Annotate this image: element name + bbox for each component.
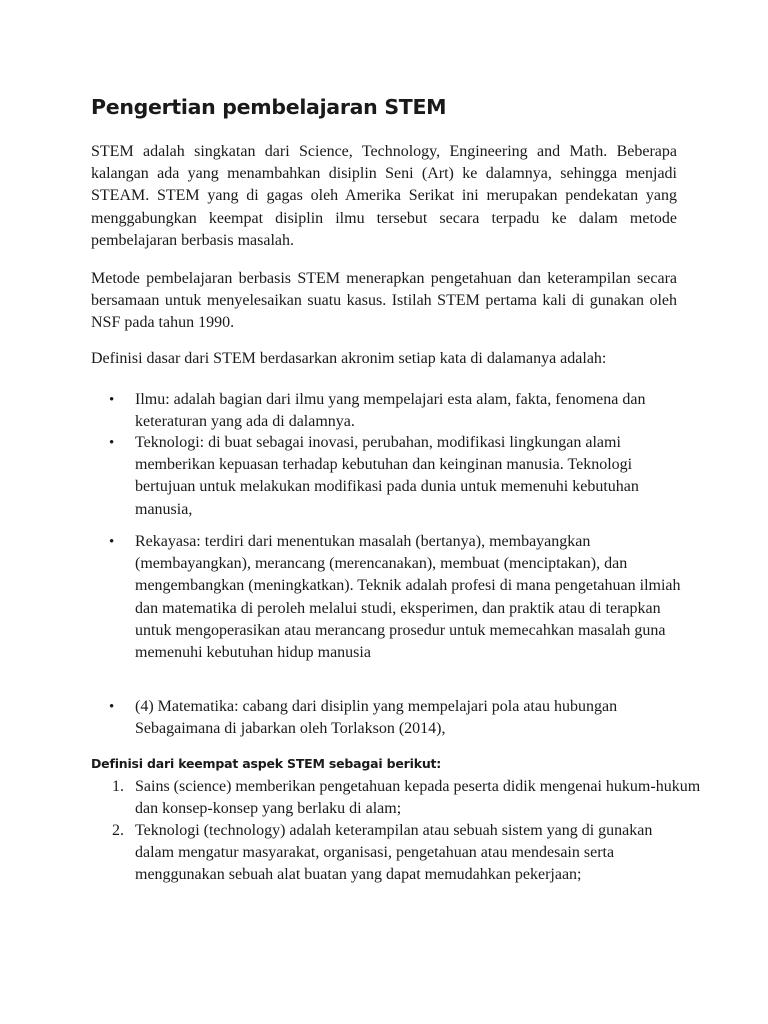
bullet-icon: • [109,392,115,408]
list-item-number: 1. [112,778,124,795]
paragraph-definition: Definisi dasar dari STEM berdasarkan akronim setiap kata di dalamanya adalah: [91,350,607,367]
page-title: Pengertian pembelajaran STEM [91,95,447,119]
list-item-text: Teknologi: di buat sebagai inovasi, perubahan, modifikasi lingkungan alami memberikan kepuasan terhadap kebutuhan dan keinginan manusia. Teknologi bertujuan untuk melakukan modifikasi pada dunia untuk memenuhi kebutuhan manusia, [135,434,639,518]
list-item-text: Rekayasa: terdiri dari menentukan masalah (bertanya), membayangkan (membayangkan), merancang (merencanakan), membuat (menciptakan), dan mengembangkan (meningkatkan). Teknik adalah profesi di mana pengetahuan ilmiah dan matematika di peroleh melalui studi, eksperimen, dan praktik atau di terapkan untuk mengoperasikan atau merancang prosedur untuk memecahkan masalah guna memenuhi kebutuhan hidup manusia [135,533,681,662]
list-item [91,531,691,664]
list-item [91,432,691,521]
list-item-text: Ilmu: adalah bagian dari ilmu yang mempelajari esta alam, fakta, fenomena dan keteraturan yang ada di dalamnya. [135,391,646,431]
bullet-icon: • [109,699,115,715]
list-item [91,389,691,433]
list-item-text: (4) Matematika: cabang dari disiplin yang mempelajari pola atau hubungan Sebagaimana di jabarkan oleh Torlakson (2014), [135,698,618,738]
list-item-number: 2. [112,822,124,839]
list-item [91,820,695,887]
paragraph-intro: STEM adalah singkatan dari Science, Technology, Engineering and Math. Beberapa kalangan ada yang menambahkan disiplin Seni (Art) ke dalamnya, sehingga menjadi STEAM. STEM yang di gagas oleh Amerika Serikat ini merupakan pendekatan yang menggabungkan keempat disiplin ilmu tersebut secara terpadu ke dalam metode pembelajaran berbasis masalah. [91,143,677,249]
list-item [91,776,725,820]
list-item-text: Sains (science) memberikan pengetahuan kepada peserta didik mengenai hukum-hukum dan konsep-konsep yang berlaku di alam; [135,778,701,818]
paragraph-method: Metode pembelajaran berbasis STEM menerapkan pengetahuan dan keterampilan secara bersamaan untuk menyelesaikan suatu kasus. Istilah STEM pertama kali di gunakan oleh NSF pada tahun 1990. [91,270,677,332]
list-item-text: Teknologi (technology) adalah keterampilan atau sebuah sistem yang di gunakan dalam mengatur masyarakat, organisasi, pengetahuan atau mendesain serta menggunakan sebuah alat buatan yang dapat memudahkan pekerjaan; [135,822,653,884]
list-item [91,696,655,740]
bullet-icon: • [109,435,115,451]
section-subheading: Definisi dari keempat aspek STEM sebagai berikut: [91,756,442,771]
bullet-icon: • [109,534,115,550]
